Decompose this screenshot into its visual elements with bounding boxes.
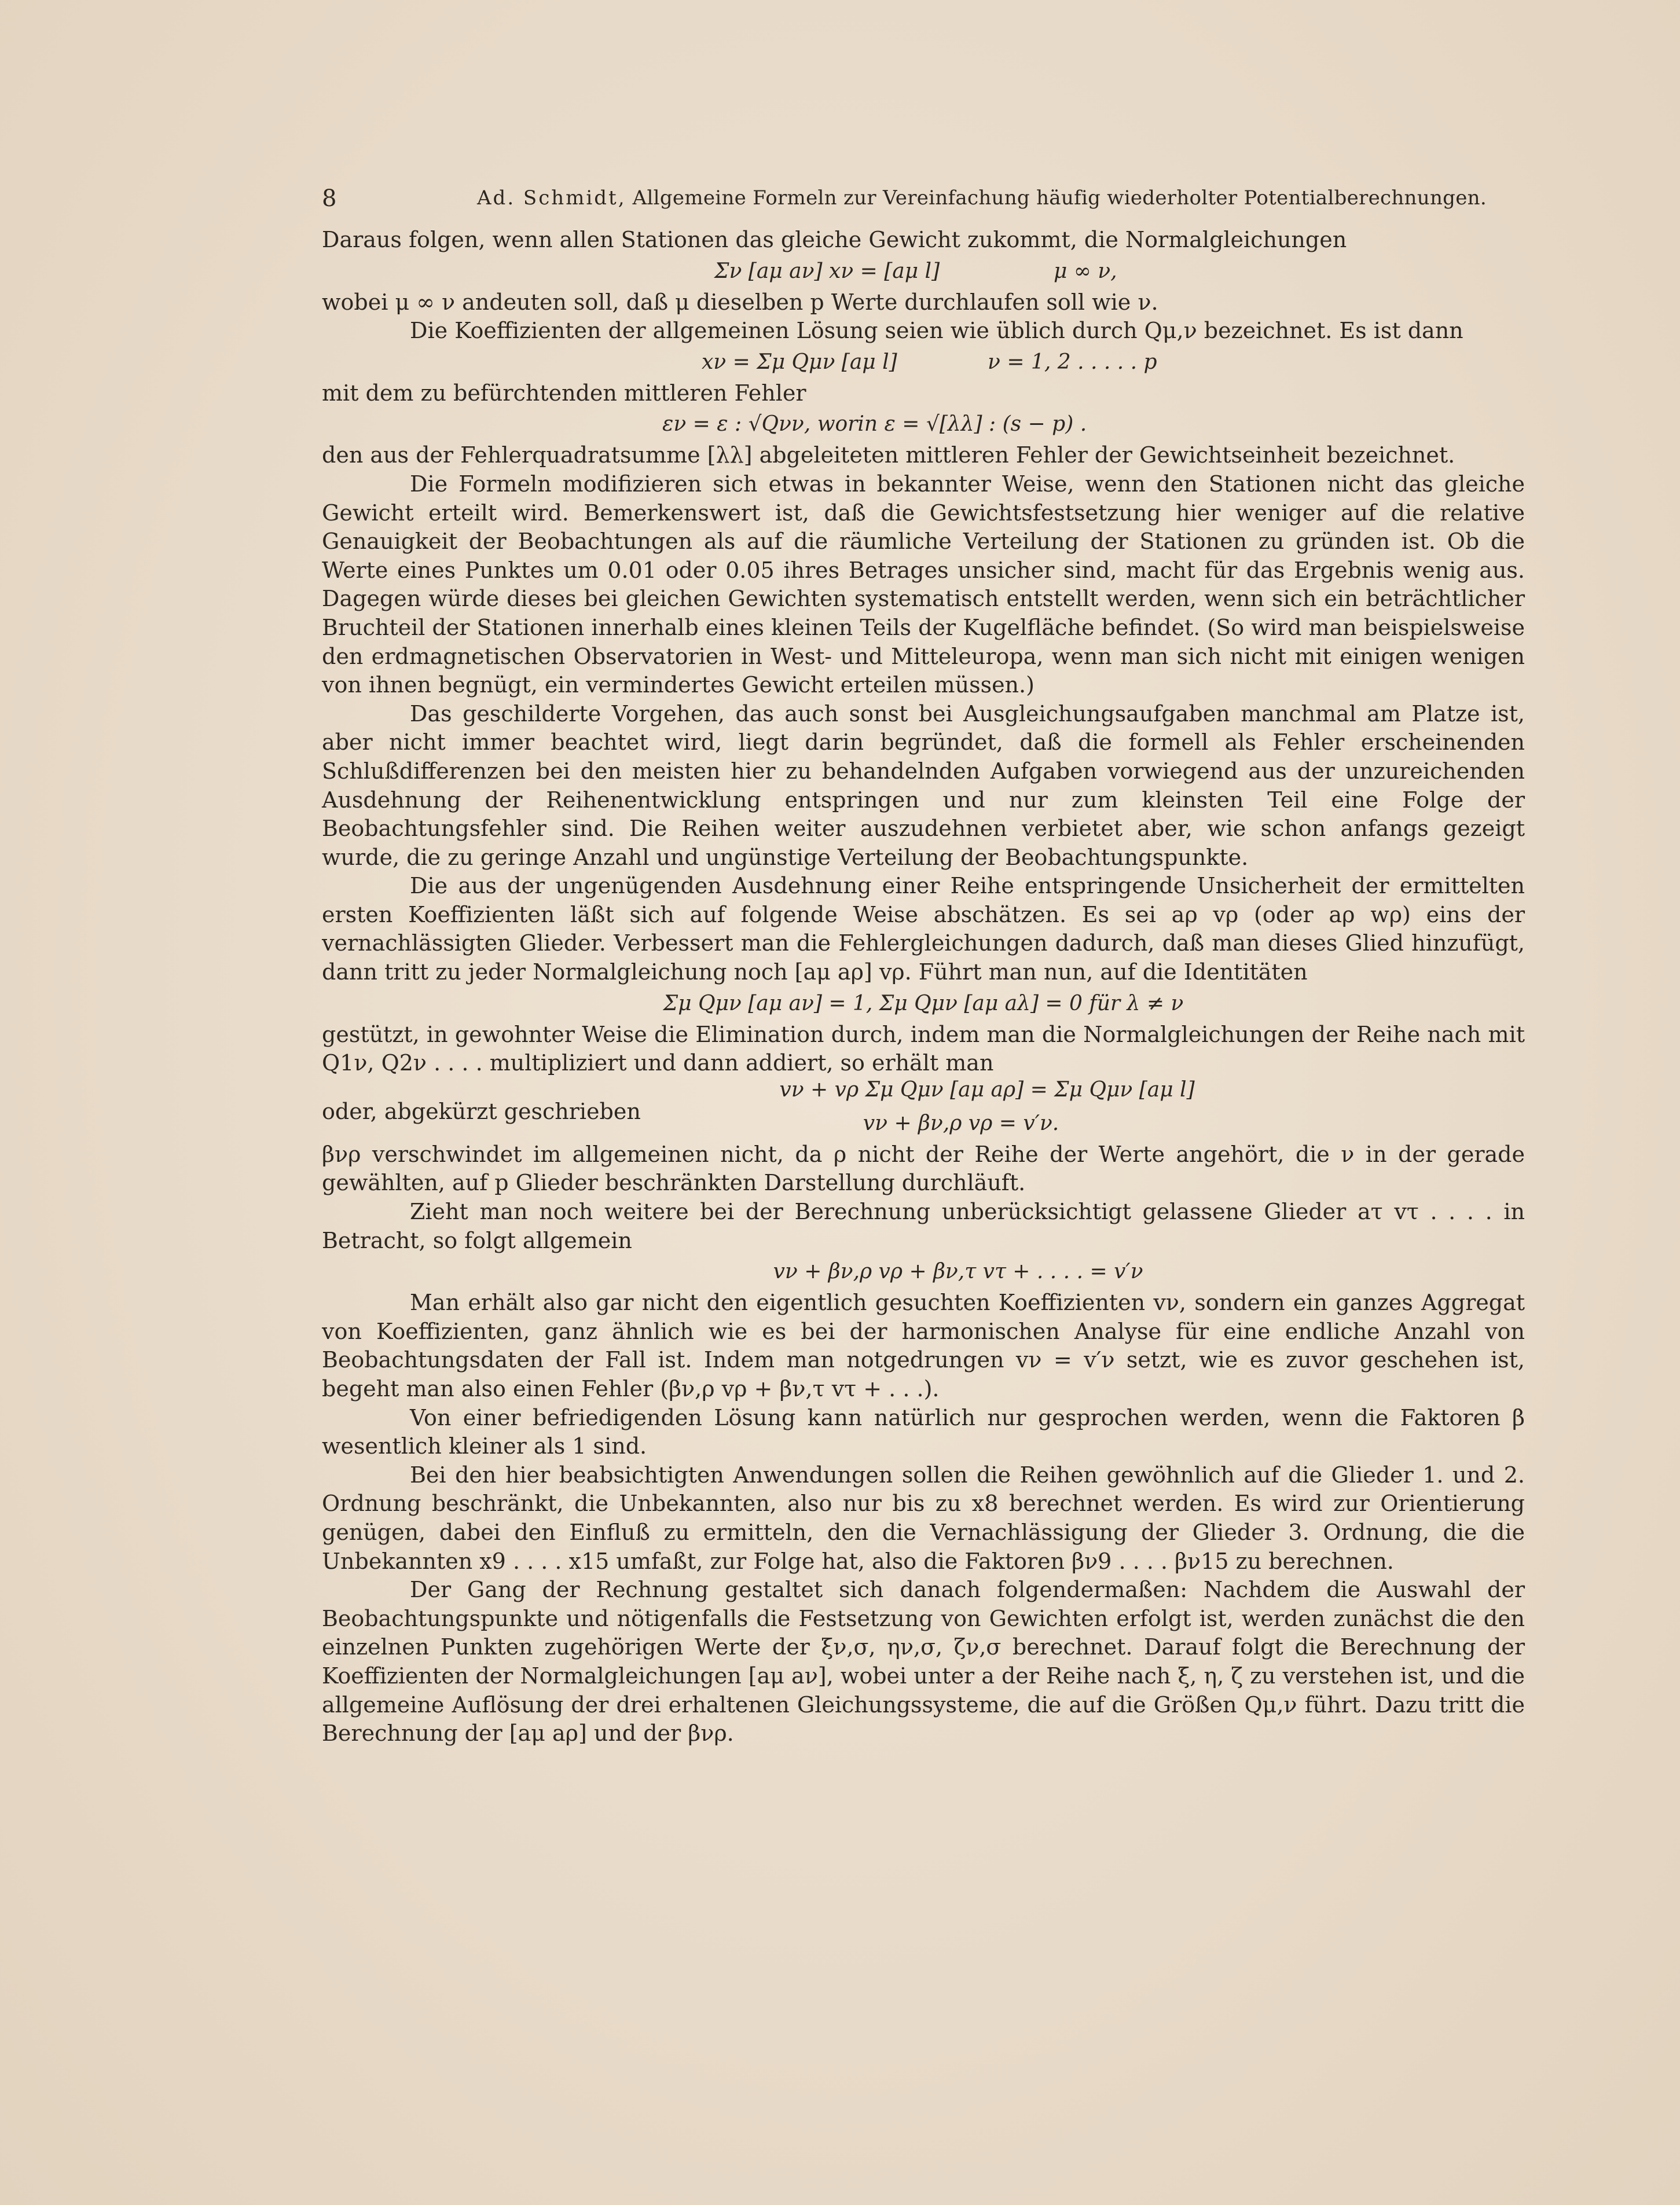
equation-condition: μ ∞ ν,: [1054, 259, 1117, 283]
equation-solution: [322, 346, 1525, 379]
equation-identities: [322, 987, 1525, 1021]
header-title-text: Allgemeine Formeln zur Vereinfachung häufig wiederholter Potentialberechnungen.: [632, 186, 1487, 210]
equation-mean-error: [322, 408, 1525, 441]
equation-block-abbreviated: [322, 1078, 1525, 1140]
paragraph: Zieht man noch weitere bei der Berechnung unberücksichtigt gelassene Glieder aτ vτ . . . . in Betracht, so folgt allgemein: [322, 1199, 1525, 1253]
paragraph: mit dem zu befürchtenden mittleren Fehler: [322, 380, 806, 406]
page-number: 8: [322, 185, 337, 212]
paragraph: Die aus der ungenügenden Ausdehnung einer Reihe entspringende Unsicherheit der ermittelten ersten Koeffizienten läßt sich auf folgende Weise abschätzen. Es sei aρ vρ (oder aρ wρ) eins der vernachlässigten Glieder. Verbessert man die Fehlergleichungen dadurch, daß man dieses Glied hinzufügt, dann tritt zu jeder Normalgleichung noch [aμ aρ] vρ. Führt man nun, auf die Identitäten: [322, 873, 1525, 985]
paragraph: Bei den hier beabsichtigten Anwendungen sollen die Reihen gewöhnlich auf die Glieder 1. und 2. Ordnung beschränkt, die Unbekannten, also nur bis zu x8 berechnet werden. Es wird zur Orientierung genügen, dabei den Einfluß zu ermitteln, den die Vernachlässigung der Glieder 3. Ordnung, die die Unbekannten x9 . . . . x15 umfaßt, zur Folge hat, also die Faktoren βν9 . . . . βν15 zu berechnen.: [322, 1462, 1525, 1574]
paragraph: Man erhält also gar nicht den eigentlich gesuchten Koeffizienten vν, sondern ein ganzes Aggregat von Koeffizienten, ganz ähnlich wie es bei der harmonischen Analyse für eine endliche Anzahl von Beobachtungsdaten der Fall ist. Indem man notgedrungen vν = v′ν setzt, wie es zuvor geschehen ist, begeht man also einen Fehler (βν,ρ vρ + βν,τ vτ + . . .).: [322, 1290, 1525, 1401]
inline-text: oder, abgekürzt geschrieben: [322, 1098, 641, 1124]
paragraph: βνρ verschwindet im allgemeinen nicht, da ρ nicht der Reihe der Werte angehört, die ν in der gerade gewählten, auf p Glieder beschränkten Darstellung durchläuft.: [322, 1141, 1525, 1196]
running-header: [322, 174, 1525, 226]
equation-text: vν + βν,ρ vρ + βν,τ vτ + . . . . = v′ν: [773, 1260, 1143, 1284]
paragraph: Das geschilderte Vorgehen, das auch sonst bei Ausgleichungsaufgaben manchmal am Platze ist, aber nicht immer beachtet wird, liegt darin begründet, daß die formell als Fehler erscheinenden Schlußdifferenzen bei den meisten hier zu behandelnden Aufgaben vorwiegend aus der unzureichenden Ausdehnung der Reihenentwicklung entspringen und nur zum kleinsten Teil eine Folge der Beobachtungsfehler sind. Die Reihen weiter auszudehnen verbietet aber, wie schon anfangs gezeigt wurde, die zu geringe Anzahl und ungünstige Verteilung der Beobachtungspunkte.: [322, 700, 1525, 870]
equation-line: vν + βν,ρ vρ = v′ν.: [863, 1111, 1059, 1135]
paragraph: Der Gang der Rechnung gestaltet sich danach folgendermaßen: Nachdem die Auswahl der Beobachtungspunkte und nötigenfalls die Festsetzung von Gewichten erfolgt ist, werden zunächst die den einzelnen Punkten zugehörigen Werte der ξν,σ, ην,σ, ζν,σ berechnet. Darauf folgt die Berechnung der Koeffizienten der Normalgleichungen [aμ aν], wobei unter a der Reihe nach ξ, η, ζ zu verstehen ist, und die allgemeine Auflösung der drei erhaltenen Gleichungssysteme, die auf die Größen Qμ,ν führt. Dazu tritt die Berechnung der [aμ aρ] und der βνρ.: [322, 1577, 1525, 1747]
paragraph: Daraus folgen, wenn allen Stationen das gleiche Gewicht zukommt, die Normalgleichungen: [322, 227, 1347, 252]
header-title: [477, 186, 1487, 210]
paragraph: wobei μ ∞ ν andeuten soll, daß μ dieselben p Werte durchlaufen soll wie ν.: [322, 289, 1158, 315]
paragraph: den aus der Fehlerquadratsumme [λλ] abgeleiteten mittleren Fehler der Gewichtseinheit bezeichnet.: [322, 442, 1455, 468]
header-author: Ad. Schmidt,: [477, 186, 626, 210]
paragraph: Die Formeln modifizieren sich etwas in bekannter Weise, wenn den Stationen nicht das gleiche Gewicht erteilt wird. Bemerkenswert ist, daß die Gewichtsfestsetzung hier weniger auf die relative Genauigkeit der Beobachtungen als auf die räumliche Verteilung der Stationen zu gründen ist. Ob die Werte eines Punktes um 0.01 oder 0.05 ihres Betrages unsicher sind, macht für das Ergebnis wenig aus. Dagegen würde dieses bei gleichen Gewichten systematisch entstellt werden, wenn sich ein beträchtlicher Bruchteil der Stationen innerhalb eines kleinen Teils der Kugelfläche befindet. (So wird man beispielsweise den erdmagnetischen Observatorien in West- und Mitteleuropa, wenn man sich nicht mit einigen wenigen von ihnen begnügt, ein vermindertes Gewicht erteilen müssen.): [322, 471, 1525, 698]
paragraph: gestützt, in gewohnter Weise die Elimination durch, indem man die Normalgleichungen der Reihe nach mit Q1ν, Q2ν . . . . multipliziert und dann addiert, so erhält man: [322, 1021, 1525, 1076]
equation-line: vν + vρ Σμ Qμν [aμ aρ] = Σμ Qμν [aμ l]: [779, 1077, 1195, 1102]
equation-text: εν = ε : √Qνν, worin ε = √[λλ] : (s − p) .: [662, 412, 1087, 436]
equation-range: ν = 1, 2 . . . . . p: [988, 350, 1157, 374]
paragraph: Von einer befriedigenden Lösung kann natürlich nur gesprochen werden, wenn die Faktoren β wesentlich kleiner als 1 sind.: [322, 1404, 1525, 1459]
equation-text: Σμ Qμν [aμ aν] = 1, Σμ Qμν [aμ aλ] = 0 für λ ≠ ν: [663, 991, 1184, 1015]
equation-left: Σν [aμ aν] xν = [aμ l]: [714, 259, 940, 283]
page-content: [322, 174, 1525, 1748]
equation-normal-equations: [322, 255, 1525, 288]
equation-left: xν = Σμ Qμν [aμ l]: [702, 350, 897, 374]
paragraph: Die Koeffizienten der allgemeinen Lösung seien wie üblich durch Qμ,ν bezeichnet. Es ist dann: [410, 318, 1463, 344]
equation-general: [322, 1255, 1525, 1289]
